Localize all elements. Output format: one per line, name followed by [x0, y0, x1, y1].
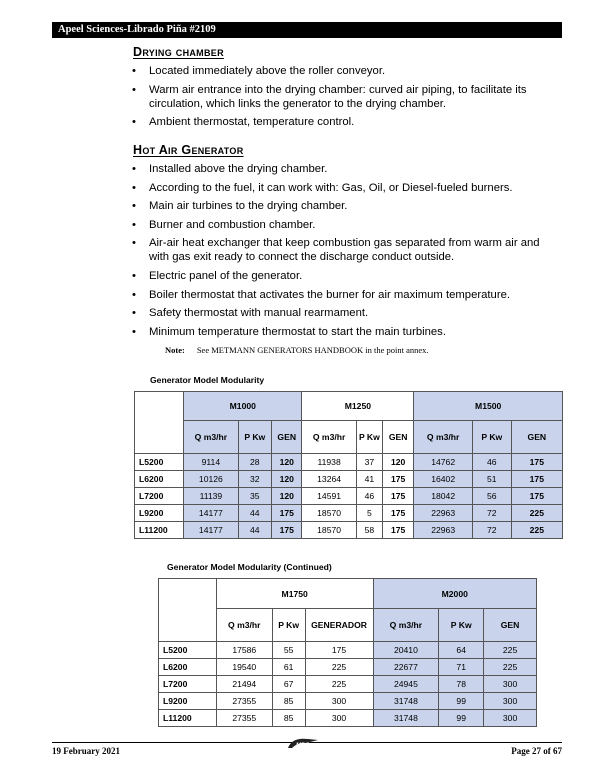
table-cell: 120	[272, 454, 302, 471]
table-row	[135, 522, 563, 539]
table-cell: 10126	[184, 471, 238, 488]
table-row	[135, 505, 563, 522]
table-cell: 175	[382, 471, 413, 488]
table-cell: 32	[238, 471, 271, 488]
table-cell: 225	[305, 659, 373, 676]
table1-group-m1500: M1500	[414, 392, 563, 421]
table-cell: 46	[356, 488, 382, 505]
generator-modularity-continued-table	[158, 578, 537, 727]
table-cell: 17586	[216, 642, 272, 659]
table-cell: 51	[472, 471, 511, 488]
table-cell: 72	[472, 522, 511, 539]
bullet-item: • Ambient thermostat, temperature control.	[130, 115, 555, 129]
table-cell: 14591	[302, 488, 356, 505]
bullet-item: • Warm air entrance into the drying chamber: curved air piping, to facilitate its circulation, which links the generator to the drying chamber.	[130, 83, 555, 111]
table2-group-m2000: M2000	[373, 579, 536, 609]
table-cell: 175	[511, 454, 562, 471]
table1-m1500-gen: GEN	[511, 421, 562, 454]
table-cell: 14762	[414, 454, 473, 471]
row-label: L9200	[159, 693, 217, 710]
table1-m1250-p: P Kw	[356, 421, 382, 454]
row-label: L6200	[159, 659, 217, 676]
table1-m1000-q: Q m3/hr	[184, 421, 238, 454]
table-cell: 99	[439, 710, 484, 727]
table1-caption: Generator Model Modularity	[150, 375, 265, 385]
footer-page: Page 27 of 67	[511, 746, 562, 756]
table-cell: 18570	[302, 505, 356, 522]
table-cell: 35	[238, 488, 271, 505]
table-cell: 56	[472, 488, 511, 505]
table2-m1750-p: P Kw	[272, 609, 305, 642]
row-label: L11200	[135, 522, 184, 539]
table-cell: 11938	[302, 454, 356, 471]
table-cell: 300	[484, 710, 537, 727]
table-cell: 225	[511, 505, 562, 522]
table-row	[159, 659, 537, 676]
row-label: L5200	[159, 642, 217, 659]
table1-m1000-p: P Kw	[238, 421, 271, 454]
table-cell: 300	[484, 676, 537, 693]
note	[165, 345, 429, 355]
table-cell: 19540	[216, 659, 272, 676]
table2-m2000-gen: GEN	[484, 609, 537, 642]
table1-m1500-q: Q m3/hr	[414, 421, 473, 454]
table-row	[135, 454, 563, 471]
note-label: Note:	[165, 345, 185, 355]
table-cell: 14177	[184, 522, 238, 539]
table-cell: 20410	[373, 642, 439, 659]
table2-m1750-q: Q m3/hr	[216, 609, 272, 642]
table-row	[159, 642, 537, 659]
bullet-item: • Air-air heat exchanger that keep combustion gas separated from warm air and with gas exit ready to connect the discharge conduct outside.	[130, 236, 555, 264]
bullet-item: • Electric panel of the generator.	[130, 269, 555, 283]
table-cell: 24945	[373, 676, 439, 693]
table-cell: 9114	[184, 454, 238, 471]
table-cell: 41	[356, 471, 382, 488]
table-cell: 78	[439, 676, 484, 693]
section-title-drying-chamber: Drying chamber	[133, 45, 224, 59]
table-cell: 14177	[184, 505, 238, 522]
table2-m1750-gen: GENERADOR	[305, 609, 373, 642]
bullet-item: • Burner and combustion chamber.	[130, 218, 555, 232]
table-row	[159, 693, 537, 710]
table-cell: 300	[484, 693, 537, 710]
drying-chamber-list	[130, 64, 555, 134]
table-cell: 175	[511, 471, 562, 488]
table-cell: 175	[272, 522, 302, 539]
table-cell: 58	[356, 522, 382, 539]
bullet-item: • Boiler thermostat that activates the burner for air maximum temperature.	[130, 288, 555, 302]
table1-m1250-q: Q m3/hr	[302, 421, 356, 454]
row-label: L9200	[135, 505, 184, 522]
row-label: L11200	[159, 710, 217, 727]
table-cell: 225	[511, 522, 562, 539]
table-cell: 300	[305, 710, 373, 727]
table-cell: 72	[472, 505, 511, 522]
table-cell: 31748	[373, 710, 439, 727]
table-cell: 21494	[216, 676, 272, 693]
table-cell: 225	[484, 642, 537, 659]
table-row	[159, 676, 537, 693]
table-cell: 120	[272, 488, 302, 505]
table-cell: 11139	[184, 488, 238, 505]
table-cell: 64	[439, 642, 484, 659]
table-cell: 27355	[216, 693, 272, 710]
table-cell: 99	[439, 693, 484, 710]
table-row	[159, 710, 537, 727]
table-cell: 18570	[302, 522, 356, 539]
table-cell: 120	[272, 471, 302, 488]
table1-group-m1000: M1000	[184, 392, 302, 421]
row-label: L6200	[135, 471, 184, 488]
table-cell: 28	[238, 454, 271, 471]
table1-group-m1250: M1250	[302, 392, 414, 421]
table-cell: 22963	[414, 522, 473, 539]
table1-m1500-p: P Kw	[472, 421, 511, 454]
table-cell: 120	[382, 454, 413, 471]
bullet-item: • Installed above the drying chamber.	[130, 162, 555, 176]
table-row	[135, 471, 563, 488]
table-cell: 44	[238, 505, 271, 522]
table-cell: 61	[272, 659, 305, 676]
table-row	[135, 488, 563, 505]
table-cell: 27355	[216, 710, 272, 727]
table-cell: 44	[238, 522, 271, 539]
table-cell: 5	[356, 505, 382, 522]
table-cell: 22963	[414, 505, 473, 522]
table-cell: 85	[272, 693, 305, 710]
table-cell: 67	[272, 676, 305, 693]
table-cell: 225	[305, 676, 373, 693]
table-cell: 31748	[373, 693, 439, 710]
table2-m2000-q: Q m3/hr	[373, 609, 439, 642]
table-cell: 175	[382, 505, 413, 522]
table-cell: 225	[484, 659, 537, 676]
footer-date: 19 February 2021	[52, 746, 120, 756]
table1-corner	[135, 392, 184, 454]
table2-group-m1750: M1750	[216, 579, 373, 609]
note-text: See METMANN GENERATORS HANDBOOK in the point annex.	[196, 345, 429, 355]
bullet-item: • Minimum temperature thermostat to start the main turbines.	[130, 325, 555, 339]
table-cell: 46	[472, 454, 511, 471]
table-cell: 175	[382, 488, 413, 505]
hot-air-generator-list	[130, 162, 555, 343]
table-cell: 71	[439, 659, 484, 676]
table-cell: 175	[511, 488, 562, 505]
table-cell: 13264	[302, 471, 356, 488]
table-cell: 175	[272, 505, 302, 522]
table-cell: 175	[382, 522, 413, 539]
table1-m1000-gen: GEN	[272, 421, 302, 454]
table2-corner	[159, 579, 217, 642]
bullet-item: • Safety thermostat with manual rearmament.	[130, 306, 555, 320]
page-header: Apeel Sciences-Librado Piña #2109	[52, 22, 562, 38]
row-label: L7200	[135, 488, 184, 505]
table-cell: 55	[272, 642, 305, 659]
bullet-item: • According to the fuel, it can work with: Gas, Oil, or Diesel-fueled burners.	[130, 181, 555, 195]
table-cell: 300	[305, 693, 373, 710]
generator-modularity-table	[134, 391, 563, 539]
table-cell: 175	[305, 642, 373, 659]
row-label: L5200	[135, 454, 184, 471]
logo-text: MBF	[296, 743, 309, 749]
section-title-hot-air-generator: Hot Air Generator	[133, 143, 244, 157]
table-cell: 16402	[414, 471, 473, 488]
table2-m2000-p: P Kw	[439, 609, 484, 642]
table-cell: 22677	[373, 659, 439, 676]
bullet-item: • Located immediately above the roller conveyor.	[130, 64, 555, 78]
mbf-logo	[286, 736, 320, 750]
table-cell: 18042	[414, 488, 473, 505]
row-label: L7200	[159, 676, 217, 693]
bullet-item: • Main air turbines to the drying chamber.	[130, 199, 555, 213]
table-cell: 37	[356, 454, 382, 471]
table1-m1250-gen: GEN	[382, 421, 413, 454]
table2-caption: Generator Model Modularity (Continued)	[167, 562, 332, 572]
table-cell: 85	[272, 710, 305, 727]
